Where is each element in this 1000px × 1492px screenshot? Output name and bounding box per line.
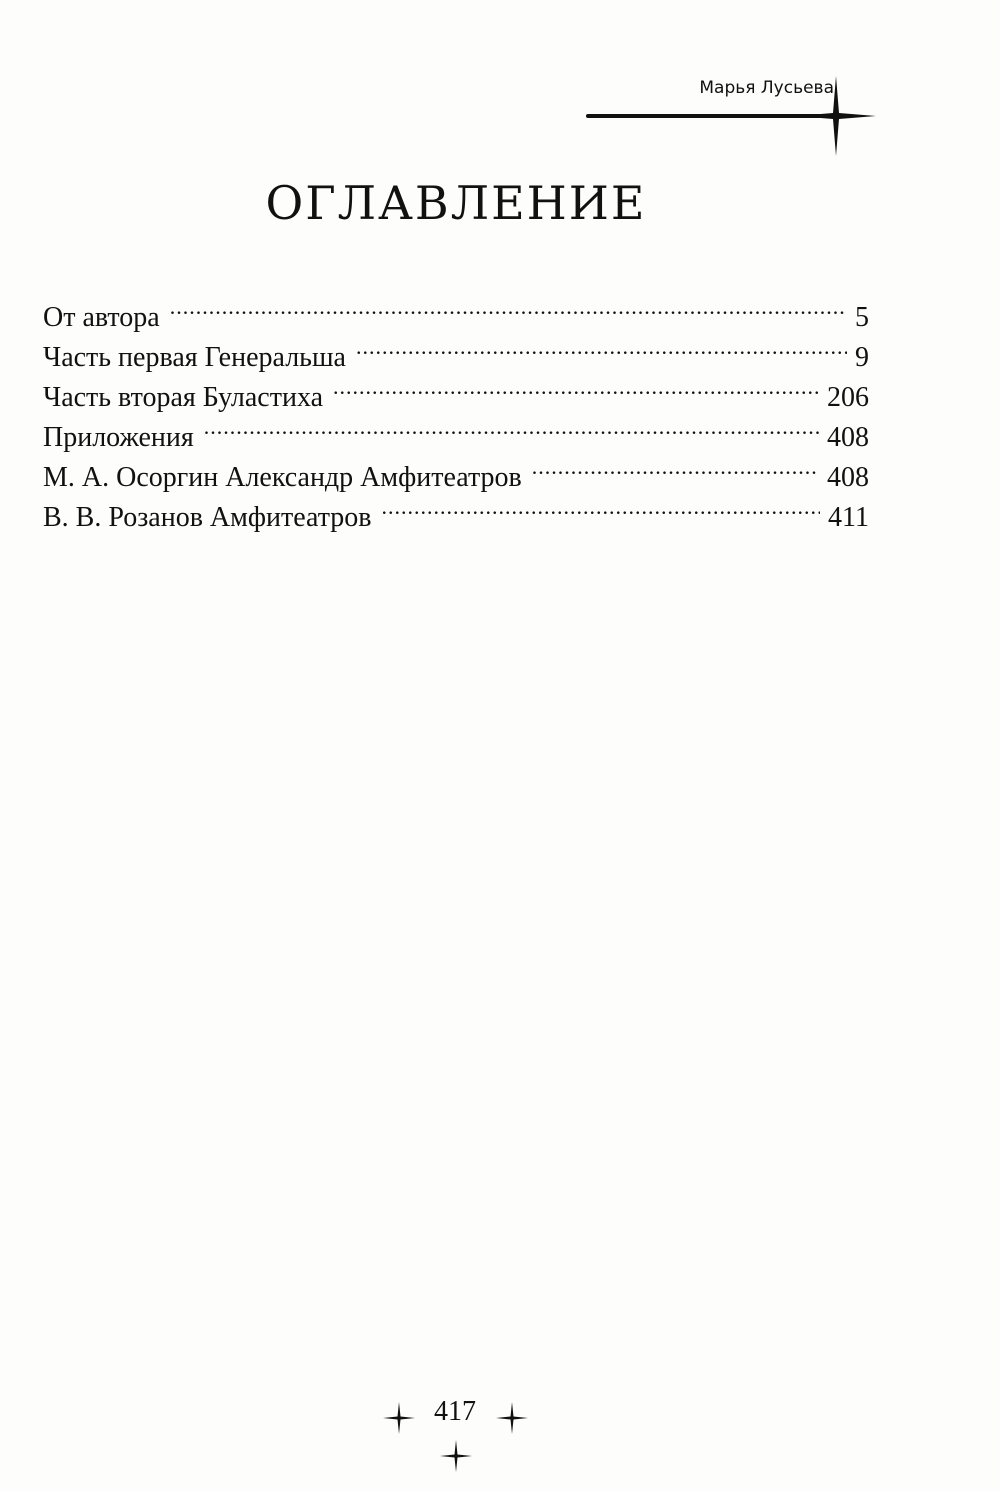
toc-entry-title: От автора	[43, 302, 160, 333]
page-number: 417	[434, 1396, 476, 1427]
toc-entry-title: Приложения	[43, 422, 194, 453]
toc-entry-page: 9	[855, 342, 869, 373]
toc-entry-title: Часть первая Генеральша	[43, 342, 346, 373]
dot-leader	[356, 326, 847, 366]
toc-entry-page: 411	[828, 502, 869, 533]
toc-entry-page: 408	[827, 422, 869, 453]
four-point-star-icon	[496, 1402, 528, 1434]
running-head	[586, 70, 876, 160]
running-head-author: Марья Лусьева	[699, 78, 834, 98]
page-title: ОГЛАВЛЕНИЕ	[265, 176, 647, 230]
four-point-star-icon	[796, 76, 876, 156]
toc-entry-page: 408	[827, 462, 869, 493]
dot-leader	[204, 406, 819, 446]
four-point-star-icon	[440, 1440, 472, 1472]
toc-entry-title: В. В. Розанов Амфитеатров	[43, 502, 372, 533]
page-folio	[380, 1392, 530, 1472]
dot-leader	[170, 286, 847, 326]
dot-leader	[532, 446, 819, 486]
table-of-contents	[43, 286, 869, 533]
toc-entry-title: М. А. Осоргин Александр Амфитеатров	[43, 462, 522, 493]
dot-leader	[382, 486, 821, 526]
toc-entry-title: Часть вторая Буластиха	[43, 382, 324, 413]
toc-entry-page: 206	[827, 382, 869, 413]
toc-entry-page: 5	[855, 302, 869, 333]
dot-leader	[333, 366, 819, 406]
toc-entry[interactable]	[43, 286, 869, 333]
